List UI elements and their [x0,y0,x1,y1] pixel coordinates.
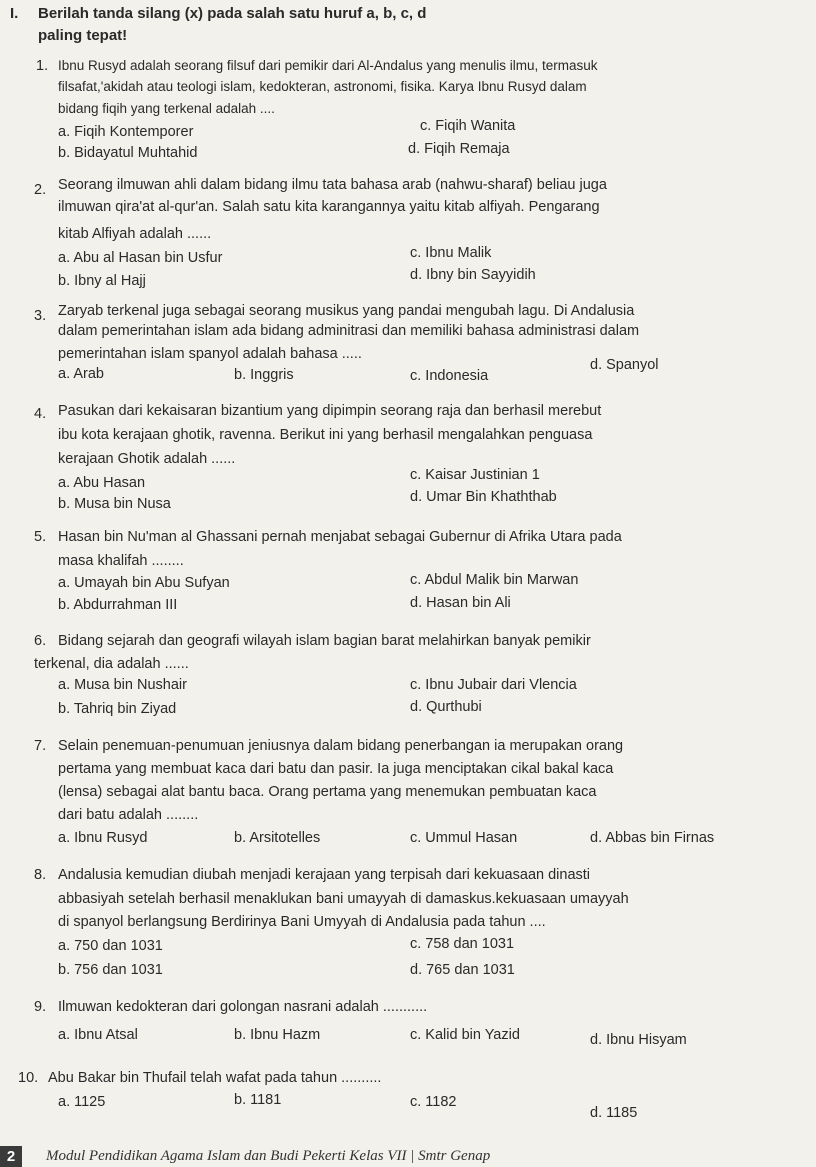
question-number: 8. [34,867,47,883]
option-b[interactable]: b. 756 dan 1031 [58,962,163,978]
option-a[interactable]: a. Musa bin Nushair [58,677,187,693]
option-a[interactable]: a. Ibnu Rusyd [58,830,148,846]
question-text: Selain penemuan-penumuan jeniusnya dalam bidang penerbangan ia merupakan orang [58,738,624,754]
question-number: 3. [34,308,47,324]
page-footer [0,1146,816,1167]
option-b[interactable]: b. 1181 [234,1092,282,1108]
option-c[interactable]: c. Abdul Malik bin Marwan [410,572,579,588]
question-text: terkenal, dia adalah ...... [34,656,189,672]
question-text: (lensa) sebagai alat bantu baca. Orang pertama yang menemukan pembuatan kaca [58,784,597,800]
option-a[interactable]: a. 1125 [58,1094,106,1110]
question-text: di spanyol berlangsung Berdirinya Bani Umyyah di Andalusia pada tahun .... [58,914,546,930]
option-b[interactable]: b. Tahriq bin Ziyad [58,701,177,717]
question-text: ilmuwan qira'at al-qur'an. Salah satu kita karangannya yaitu kitab alfiyah. Pengarang [58,199,600,215]
instruction-line-1: Berilah tanda silang (x) pada salah satu huruf a, b, c, d [38,5,427,22]
option-c[interactable]: c. 1182 [410,1094,457,1110]
option-b[interactable]: b. Arsitotelles [234,830,321,846]
option-c[interactable]: c. Fiqih Wanita [420,118,516,134]
option-a[interactable]: a. 750 dan 1031 [58,938,163,954]
question-text: Zaryab terkenal juga sebagai seorang musikus yang pandai mengubah lagu. Di Andalusia [58,303,635,319]
option-d[interactable]: d. 1185 [590,1105,638,1121]
option-b[interactable]: b. Musa bin Nusa [58,496,171,512]
question-text: Hasan bin Nu'man al Ghassani pernah menjabat sebagai Gubernur di Afrika Utara pada [58,529,622,545]
question-number: 5. [34,529,47,545]
option-b[interactable]: b. Bidayatul Muhtahid [58,145,198,161]
option-c[interactable]: c. Ibnu Malik [410,245,492,261]
question-text: Bidang sejarah dan geografi wilayah islam bagian barat melahirkan banyak pemikir [58,633,591,649]
option-a[interactable]: a. Umayah bin Abu Sufyan [58,575,230,591]
question-text: pertama yang membuat kaca dari batu dan pasir. Ia juga menciptakan cikal bakal kaca [58,761,614,777]
question-number: 9. [34,999,47,1015]
option-a[interactable]: a. Abu al Hasan bin Usfur [58,250,223,266]
question-number: 4. [34,406,47,422]
option-c[interactable]: c. 758 dan 1031 [410,936,515,952]
option-a[interactable]: a. Fiqih Kontemporer [58,124,194,140]
option-a[interactable]: a. Arab [58,366,104,382]
question-text: pemerintahan islam spanyol adalah bahasa ..... [58,346,362,362]
question-text: Seorang ilmuwan ahli dalam bidang ilmu tata bahasa arab (nahwu-sharaf) beliau juga [58,177,607,193]
option-d[interactable]: d. Umar Bin Khaththab [410,489,557,505]
option-d[interactable]: d. 765 dan 1031 [410,962,515,978]
section-number: I. [10,5,19,22]
option-c[interactable]: c. Ibnu Jubair dari Vlencia [410,677,577,693]
option-d[interactable]: d. Abbas bin Firnas [590,830,715,846]
question-number: 10. [18,1070,39,1086]
option-a[interactable]: a. Ibnu Atsal [58,1027,138,1043]
question-text: abbasiyah setelah berhasil menaklukan bani umayyah di damaskus.kekuasaan umayyah [58,891,629,907]
question-number: 1. [36,58,49,74]
option-c[interactable]: c. Ummul Hasan [410,830,518,846]
instruction-line-2: paling tepat! [38,27,128,44]
question-text: Abu Bakar bin Thufail telah wafat pada tahun .......... [48,1070,382,1086]
question-text: filsafat,'akidah atau teologi islam, kedokteran, astronomi, fisika. Karya Ibnu Rusyd dalam [58,79,587,94]
question-text: kitab Alfiyah adalah ...... [58,226,212,242]
page-number: 2 [0,1146,22,1167]
option-d[interactable]: d. Ibnu Hisyam [590,1032,687,1048]
option-c[interactable]: c. Indonesia [410,368,489,384]
option-d[interactable]: d. Hasan bin Ali [410,595,511,611]
option-a[interactable]: a. Abu Hasan [58,475,146,491]
option-b[interactable]: b. Ibnu Hazm [234,1027,321,1043]
option-d[interactable]: d. Spanyol [590,357,659,373]
question-text: masa khalifah ........ [58,553,184,569]
question-text: dari batu adalah ........ [58,807,199,823]
question-text: Ibnu Rusyd adalah seorang filsuf dari pemikir dari Al-Andalus yang menulis ilmu, termasuk [58,58,598,73]
question-text: dalam pemerintahan islam ada bidang adminitrasi dan memiliki bahasa administrasi dalam [58,323,640,339]
option-d[interactable]: d. Qurthubi [410,699,482,715]
question-text: kerajaan Ghotik adalah ...... [58,451,236,467]
question-text: bidang fiqih yang terkenal adalah .... [58,101,275,116]
option-b[interactable]: b. Abdurrahman III [58,597,178,613]
question-number: 6. [34,633,47,649]
question-text: Pasukan dari kekaisaran bizantium yang dipimpin seorang raja dan berhasil merebut [58,403,602,419]
option-d[interactable]: d. Fiqih Remaja [408,141,510,157]
footer-title: Modul Pendidikan Agama Islam dan Budi Pekerti Kelas VII | Smtr Genap [46,1148,491,1164]
question-text: Andalusia kemudian diubah menjadi kerajaan yang terpisah dari kekuasaan dinasti [58,867,591,883]
question-number: 2. [34,182,47,198]
option-c[interactable]: c. Kaisar Justinian 1 [410,467,540,483]
question-number: 7. [34,738,47,754]
option-b[interactable]: b. Inggris [234,367,294,383]
question-text: Ilmuwan kedokteran dari golongan nasrani adalah ........... [58,999,428,1015]
option-d[interactable]: d. Ibny bin Sayyidih [410,267,536,283]
option-c[interactable]: c. Kalid bin Yazid [410,1027,520,1043]
question-text: ibu kota kerajaan ghotik, ravenna. Berikut ini yang berhasil mengalahkan penguasa [58,427,593,443]
option-b[interactable]: b. Ibny al Hajj [58,273,146,289]
